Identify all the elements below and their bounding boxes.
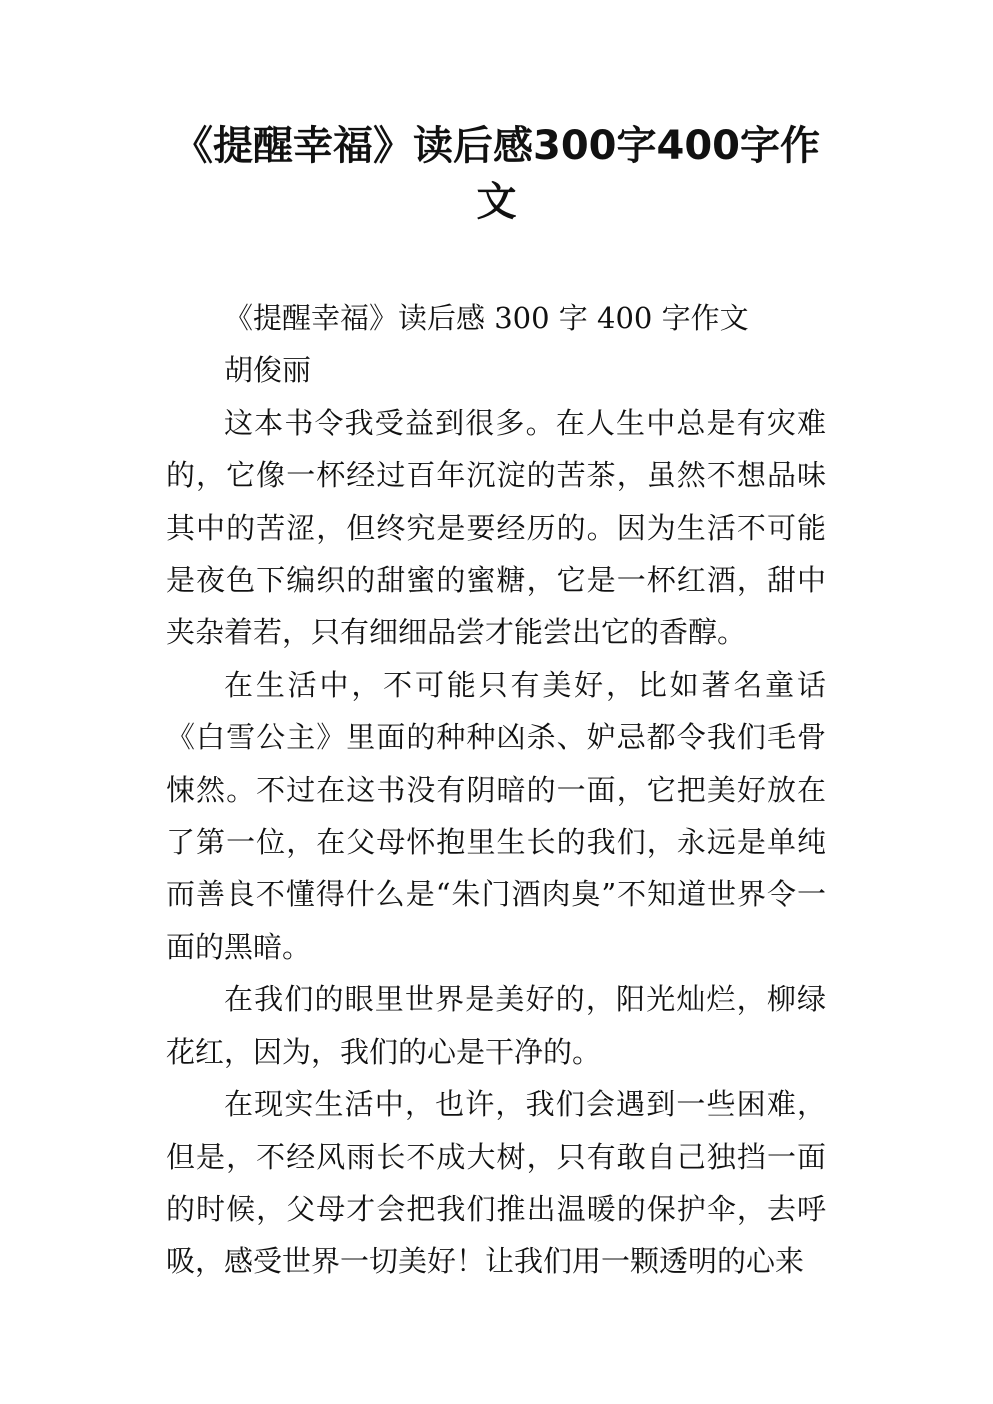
document-body <box>166 292 826 1288</box>
document-title: 《提醒幸福》读后感300字400字作文 <box>173 123 820 225</box>
body-paragraph: 这本书令我受益到很多。在人生中总是有灾难的，它像一杯经过百年沉淀的苦茶，虽然不想品味其中的苦涩，但终究是要经历的。因为生活不可能是夜色下编织的甜蜜的蜜糖，它是一杯红酒，甜中夹杂着若，只有细细品尝才能尝出它的香醇。 <box>166 405 826 650</box>
body-paragraph: 在我们的眼里世界是美好的，阳光灿烂，柳绿花红，因为，我们的心是干净的。 <box>166 982 826 1069</box>
document-author: 胡俊丽 <box>224 353 312 388</box>
body-paragraph: 在现实生活中，也许，我们会遇到一些困难，但是，不经风雨长不成大树，只有敢自己独挡一面的时候，父母才会把我们推出温暖的保护伞，去呼吸，感受世界一切美好！让我们用一颗透明的心来 <box>166 1087 826 1279</box>
document-subtitle: 《提醒幸福》读后感 300 字 400 字作文 <box>224 301 749 335</box>
body-paragraph: 在生活中，不可能只有美好，比如著名童话《白雪公主》里面的种种凶杀、妒忌都令我们毛骨悚然。不过在这书没有阴暗的一面，它把美好放在了第一位，在父母怀抱里生长的我们，永远是单纯而善良不懂得什么是“朱门酒肉臭”不知道世界令一面的黑暗。 <box>166 667 826 964</box>
